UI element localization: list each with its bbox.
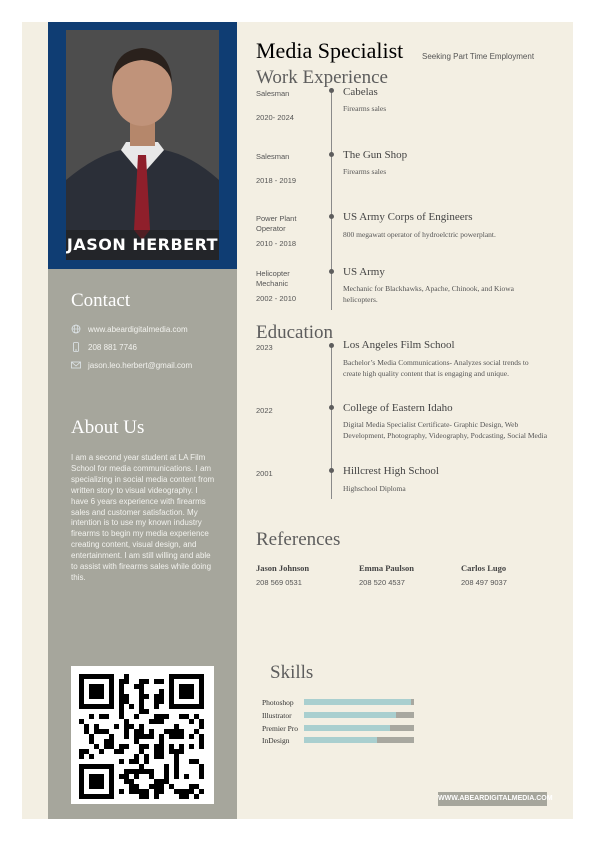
qr-code[interactable] [71, 666, 214, 804]
footer-website-badge[interactable]: WWW.ABEARDIGITALMEDIA.COM [438, 792, 547, 806]
education-heading: Education [256, 322, 334, 343]
work-company: The Gun Shop [343, 149, 408, 161]
qr-code-icon [71, 666, 214, 804]
skill-bar-fill [304, 712, 396, 718]
phone-icon [71, 342, 81, 352]
education-school: Hillcrest High School [343, 465, 439, 477]
skills-heading: Skills [270, 662, 314, 683]
timeline-dot [329, 405, 334, 410]
education-school: College of Eastern Idaho [343, 402, 453, 414]
timeline-dot [329, 269, 334, 274]
skill-bar [304, 699, 414, 705]
contact-phone[interactable] [71, 342, 137, 352]
timeline-dot [329, 343, 334, 348]
about-text: I am a second year student at LA Film School for media communications. I am specializing in social media content from written story to visual videography. I have 6 years experience with firearms sales and customer satisfaction. My intention is to use my known industry firearms to begin my media experience creating content, visual design, and entertainment. I am still willing and able to assist with firearms sales while doing this. [71, 453, 215, 582]
person-portrait-icon [66, 30, 219, 260]
work-heading: Work Experience [256, 67, 388, 88]
work-desc: Firearms sales [343, 167, 387, 176]
education-school: Los Angeles Film School [343, 339, 455, 351]
timeline-dot [329, 88, 334, 93]
timeline-dot [329, 468, 334, 473]
work-role: Helicopter Mechanic [256, 269, 290, 288]
skill-label: Illustrator [262, 711, 292, 720]
work-desc: Firearms sales [343, 104, 387, 113]
work-dates: 2020- 2024 [256, 113, 294, 122]
profile-name: JASON HERBERT [66, 230, 219, 260]
contact-email[interactable] [71, 360, 192, 370]
skill-bar [304, 737, 414, 743]
reference-name: Emma Paulson [359, 563, 415, 573]
references-heading: References [256, 529, 341, 550]
reference-name: Carlos Lugo [461, 563, 507, 573]
work-company: Cabelas [343, 86, 378, 98]
skill-label: Photoshop [262, 698, 294, 707]
reference-phone: 208 569 0531 [256, 578, 302, 587]
reference-phone: 208 497 9037 [461, 578, 507, 587]
work-role: Power Plant Operator [256, 214, 297, 233]
work-company: US Army [343, 266, 385, 278]
skill-label: InDesign [262, 736, 290, 745]
skill-bar-fill [304, 725, 390, 731]
work-role: Salesman [256, 152, 290, 161]
work-desc: 800 megawatt operator of hydroelctric powerplant. [343, 230, 496, 239]
work-dates: 2002 - 2010 [256, 294, 297, 303]
globe-icon [71, 324, 81, 334]
education-timeline [331, 343, 332, 499]
work-desc: Mechanic for Blackhawks, Apache, Chinook, and Kiowa helicopters. [343, 284, 514, 304]
timeline-dot [329, 214, 334, 219]
education-year: 2001 [256, 469, 273, 478]
skill-bar-fill [304, 737, 377, 743]
education-desc: Highschool Diploma [343, 484, 406, 493]
skill-bar [304, 725, 414, 731]
contact-phone-text: 208 881 7746 [88, 342, 137, 352]
reference-name: Jason Johnson [256, 563, 310, 573]
work-dates: 2010 - 2018 [256, 239, 297, 248]
reference-phone: 208 520 4537 [359, 578, 405, 587]
work-dates: 2018 - 2019 [256, 176, 297, 185]
work-company: US Army Corps of Engineers [343, 211, 473, 223]
contact-email-text: jason.leo.herbert@gmail.com [88, 360, 193, 370]
profile-photo [66, 30, 219, 260]
work-role: Salesman [256, 89, 290, 98]
contact-website[interactable] [71, 324, 188, 334]
education-desc: Bachelor’s Media Communications- Analyzes social trends to create high quality content that is engaging and unique. [343, 358, 529, 378]
timeline-dot [329, 152, 334, 157]
contact-website-text: www.abeardigitalmedia.com [88, 324, 188, 334]
skill-bar-fill [304, 699, 411, 705]
mail-icon [71, 360, 81, 370]
about-heading: About Us [71, 417, 145, 438]
page-subtitle: Seeking Part Time Employment [422, 52, 535, 61]
education-year: 2023 [256, 343, 273, 352]
contact-heading: Contact [71, 290, 131, 311]
education-desc: Digital Media Specialist Certificate- Graphic Design, Web Development, Photography, Videography, Podcasting, Social Media [343, 420, 548, 440]
page-title: Media Specialist [256, 38, 404, 63]
education-year: 2022 [256, 406, 273, 415]
skill-bar [304, 712, 414, 718]
work-timeline [331, 88, 332, 310]
skill-label: Premier Pro [262, 724, 299, 733]
